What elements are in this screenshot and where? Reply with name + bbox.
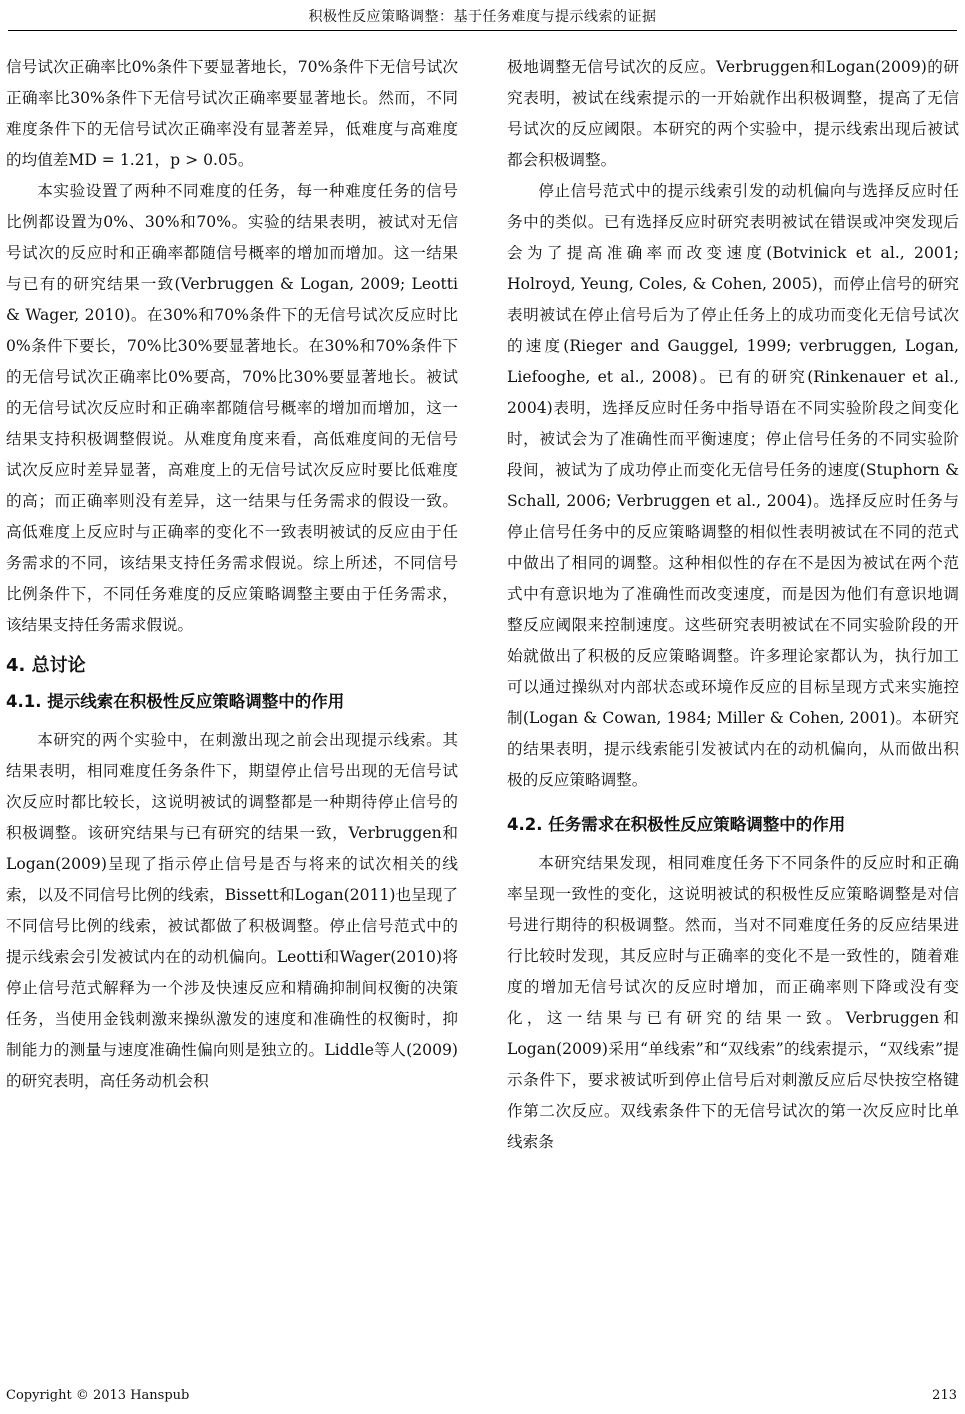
right-column [507,52,959,1158]
paragraph: 信号试次正确率比0%条件下要显著地长，70%条件下无信号试次正确率比30%条件下无信号试次正确率要显著地长。然而，不同难度条件下的无信号试次正确率没有显著差异，低难度与高难度的均值差MD = 1.21，p > 0.05。 [6,58,458,169]
paragraph: 极地调整无信号试次的反应。Verbruggen和Logan(2009)的研究表明，被试在线索提示的一开始就作出积极调整，提高了无信号试次的反应阈限。本研究的两个实验中，提示线索出现后被试都会积极调整。 [507,58,959,169]
subsection-heading: 4.2. 任务需求在积极性反应策略调整中的作用 [507,815,846,834]
section-heading: 4. 总讨论 [6,655,86,676]
left-column [6,52,458,1097]
running-head-title: 积极性反应策略调整：基于任务难度与提示线索的证据 [308,9,657,25]
header-rule [8,30,957,31]
page-number: 213 [932,1388,957,1403]
paragraph: 停止信号范式中的提示线索引发的动机偏向与选择反应时任务中的类似。已有选择反应时研究表明被试在错误或冲突发现后会为了提高准确率而改变速度(Botvinick et al., 2001; Holroyd, Yeung, Coles, & Cohen, 2005)，而停止信号的研究表明被试在停止信号后为了停止任务上的成功而变化无信号试次的速度(Rieger and Gauggel, 1999; verbruggen, Logan, Liefooghe, et al., 2008)。已有的研究(Rinkenauer et al., 2004)表明，选择反应时任务中指导语在不同实验阶段之间变化时，被试会为了准确性而平衡速度；停止信号任务的不同实验阶段间，被试为了成功停止而变化无信号任务的速度(Stuphorn & Schall, 2006; Verbruggen et al., 2004)。选择反应时任务与停止信号任务中的反应策略调整的相似性表明被试在不同的范式中做出了相同的调整。这种相似性的存在不是因为被试在两个范式中有意识地为了准确性而改变速度，而是因为他们有意识地调整反应阈限来控制速度。这些研究表明被试在不同实验阶段的开始就做出了积极的反应策略调整。许多理论家都认为，执行加工可以通过操纵对内部状态或环境作反应的目标呈现方式来实施控制(Logan & Cowan, 1984; Miller & Cohen, 2001)。本研究的结果表明，提示线索能引发被试内在的动机偏向，从而做出积极的反应策略调整。 [507,182,959,789]
subsection-heading: 4.1. 提示线索在积极性反应策略调整中的作用 [6,692,345,711]
paragraph: 本研究的两个实验中，在刺激出现之前会出现提示线索。其结果表明，相同难度任务条件下，期望停止信号出现的无信号试次反应时都比较长，这说明被试的调整都是一种期待停止信号的积极调整。该研究结果与已有研究的结果一致，Verbruggen和Logan(2009)呈现了指示停止信号是否与将来的试次相关的线索，以及不同信号比例的线索，Bissett和Logan(2011)也呈现了不同信号比例的线索，被试都做了积极调整。停止信号范式中的提示线索会引发被试内在的动机偏向。Leotti和Wager(2010)将停止信号范式解释为一个涉及快速反应和精确抑制间权衡的决策任务，当使用金钱刺激来操纵激发的速度和准确性的权衡时，抑制能力的测量与速度准确性偏向则是独立的。Liddle等人(2009)的研究表明，高任务动机会积 [6,731,458,1090]
paragraph: 本研究结果发现，相同难度任务下不同条件的反应时和正确率呈现一致性的变化，这说明被试的积极性反应策略调整是对信号进行期待的积极调整。然而，当对不同难度任务的反应结果进行比较时发现，其反应时与正确率的变化不是一致性的，随着难度的增加无信号试次的反应时增加，而正确率则下降或没有变化，这一结果与已有研究的结果一致。Verbruggen和Logan(2009)采用“单线索”和“双线索”的线索提示，“双线索”提示条件下，要求被试听到停止信号后对刺激反应后尽快按空格键作第二次反应。双线索条件下的无信号试次的第一次反应时比单线索条 [507,854,959,1151]
paragraph: 本实验设置了两种不同难度的任务，每一种难度任务的信号比例都设置为0%、30%和70%。实验的结果表明，被试对无信号试次的反应时和正确率都随信号概率的增加而增加。这一结果与已有的研究结果一致(Verbruggen & Logan, 2009; Leotti & Wager, 2010)。在30%和70%条件下的无信号试次反应时比0%条件下要长，70%比30%要显著地长。在30%和70%条件下的无信号试次正确率比0%要高，70%比30%要显著地长。被试的无信号试次反应时和正确率都随信号概率的增加而增加，这一结果支持积极调整假说。从难度角度来看，高低难度间的无信号试次反应时差异显著，高难度上的无信号试次反应时要比低难度的高；而正确率则没有差异，这一结果与任务需求的假设一致。高低难度上反应时与正确率的变化不一致表明被试的反应由于任务需求的不同，该结果支持任务需求假说。综上所述，不同信号比例条件下，不同任务难度的反应策略调整主要由于任务需求，该结果支持任务需求假说。 [6,182,458,634]
copyright-notice: Copyright © 2013 Hanspub [6,1388,190,1403]
